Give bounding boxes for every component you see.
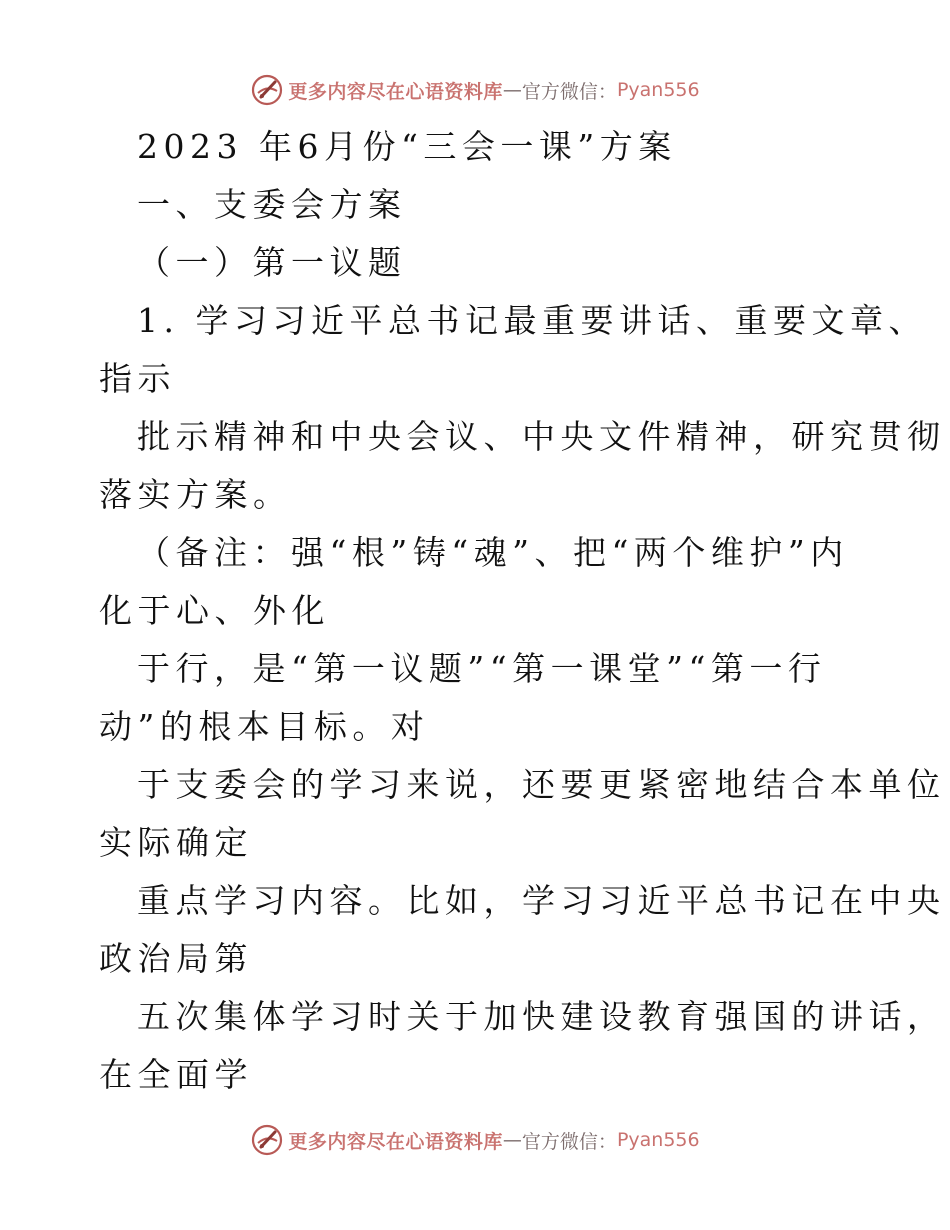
- footer-wechat-id: Pyan556: [616, 1129, 700, 1151]
- text-line: 1. 学习习近平总书记最重要讲话、重要文章、: [137, 301, 927, 340]
- text-line: 五次集体学习时关于加快建设教育强国的讲话，: [137, 997, 946, 1036]
- text-line: 在全面学: [99, 1055, 253, 1094]
- footer-separator: —: [502, 1129, 522, 1151]
- book-pen-logo-icon: [250, 73, 284, 107]
- text-line: 重点学习内容。比如，学习习近平总书记在中央: [137, 881, 946, 920]
- document-title: 2023 年6月份“三会一课”方案: [137, 127, 677, 166]
- text-line: 于行，是“第一议题”“第一课堂”“第一行: [137, 649, 827, 688]
- text-line: 于支委会的学习来说，还要更紧密地结合本单位: [137, 765, 946, 804]
- header-site-text: 更多内容尽在心语资料库: [288, 80, 503, 103]
- subsection-heading: （一）第一议题: [137, 243, 407, 282]
- text-line: 指示: [99, 359, 176, 398]
- header-wechat-id: Pyan556: [616, 79, 700, 101]
- footer-banner: [0, 1120, 950, 1160]
- book-pen-logo-icon: [250, 1123, 284, 1157]
- text-line: 批示精神和中央会议、中央文件精神，研究贯彻: [137, 417, 946, 456]
- footer-site-text: 更多内容尽在心语资料库: [288, 1130, 503, 1153]
- text-line: 政治局第: [99, 939, 253, 978]
- text-line: （备注：强“根”铸“魂”、把“两个维护”内: [137, 533, 849, 572]
- text-line: 实际确定: [99, 823, 253, 862]
- text-line: 落实方案。: [99, 475, 292, 514]
- header-separator: —: [502, 79, 522, 101]
- header-wechat-label: 官方微信：: [521, 80, 617, 103]
- header-banner: [0, 70, 950, 110]
- text-line: 动”的根本目标。对: [99, 707, 430, 746]
- section-heading: 一、支委会方案: [137, 185, 407, 224]
- text-line: 化于心、外化: [99, 591, 330, 630]
- footer-wechat-label: 官方微信：: [521, 1130, 617, 1153]
